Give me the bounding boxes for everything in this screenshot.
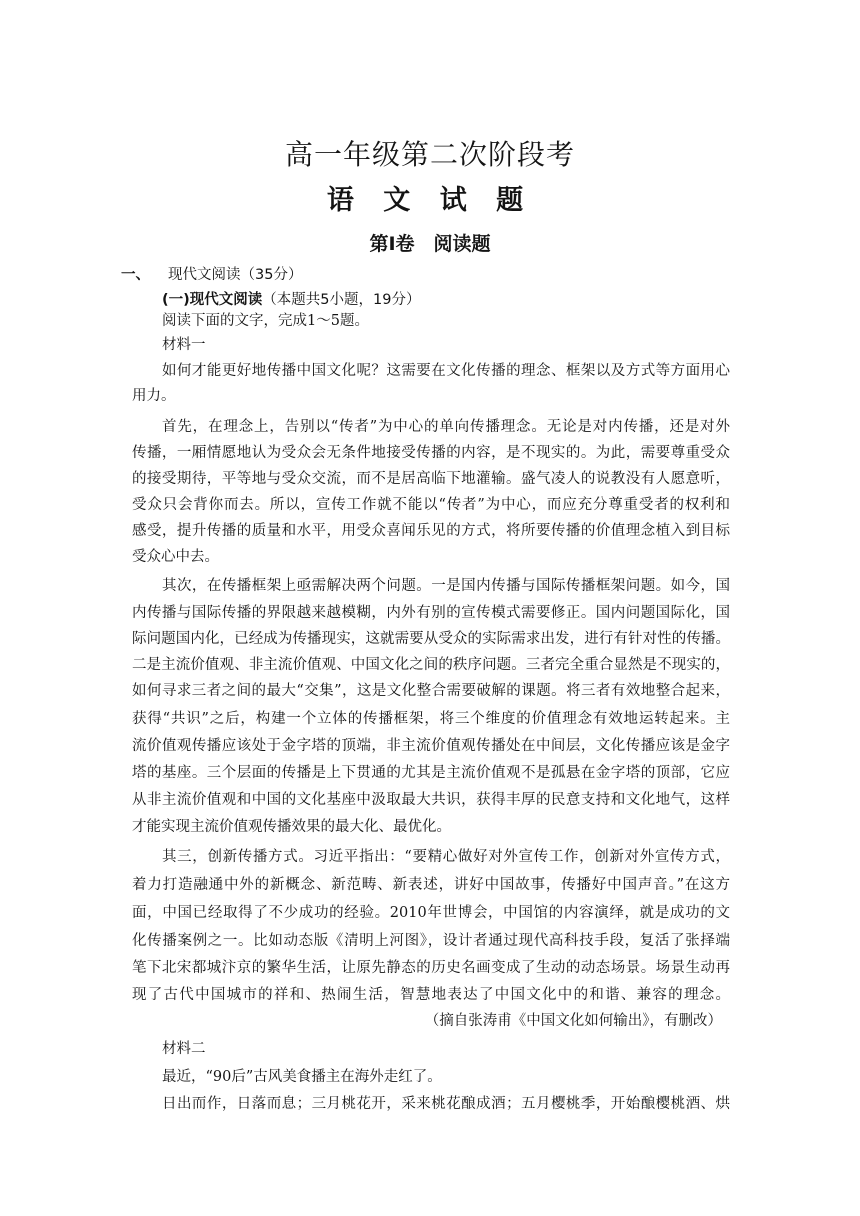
material1-line: 感受，提升传播的质量和水平，用受众喜闻乐见的方式，将所要传播的价值理念植入到目标 <box>132 523 730 539</box>
section-number: 一、 <box>121 267 150 283</box>
material1-line: 面，中国已经取得了不少成功的经验。2010年世博会，中国馆的内容演绎，就是成功的文 <box>132 905 730 921</box>
exam-title: 高一年级第二次阶段考 <box>284 138 575 171</box>
material1-line: 受众只会背你而去。所以，宣传工作就不能以“传者”为中心，而应充分尊重受者的权利和 <box>132 497 730 513</box>
material1-line: 内传播与国际传播的界限越来越模糊，内外有别的宣传模式需要修正。国内问题国际化，国 <box>132 605 730 621</box>
material1-line: 其次，在传播框架上亟需解决两个问题。一是国内传播与国际传播框架问题。如今，国 <box>162 578 730 594</box>
material1-line: 其三，创新传播方式。习近平指出：“要精心做好对外宣传工作，创新对外宣传方式， <box>162 849 730 865</box>
material1-line: 传播，一厢情愿地认为受众会无条件地接受传播的内容，是不现实的。为此，需要尊重受众 <box>132 445 730 461</box>
material1-line: 从非主流价值观和中国的文化基座中汲取最大共识，获得丰厚的民意支持和文化地气，这样 <box>132 792 730 808</box>
material1-line: 化传播案例之一。比如动态版《清明上河图》，设计者通过现代高科技手段，复活了张择端 <box>132 933 730 949</box>
material1-line: 笔下北宋都城汴京的繁华生活，让原先静态的历史名画变成了生动的动态场景。场景生动再 <box>132 960 730 976</box>
material1-line: 受众心中去。 <box>132 549 219 565</box>
subsection-note: （本题共5小题，19分） <box>262 292 421 308</box>
material1-line: 现了古代中国城市的祥和、热闹生活，智慧地表达了中国文化中的和谐、兼容的理念。 <box>132 987 730 1003</box>
material2-line: 最近，“90后”古风美食播主在海外走红了。 <box>162 1069 442 1085</box>
material1-label: 材料一 <box>162 337 206 353</box>
instruction-text: 阅读下面的文字，完成1～5题。 <box>162 313 369 329</box>
material1-line: 首先，在理念上，告别以“传者”为中心的单向传播理念。无论是对内传播，还是对外 <box>162 419 730 435</box>
material1-line: 际问题国内化，已经成为传播现实，这就需要从受众的实际需求出发，进行有针对性的传播。 <box>132 631 730 647</box>
subject-title: 语 文 试 题 <box>326 185 534 216</box>
subsection-label: (一)现代文阅读 <box>162 292 263 308</box>
material1-line: 着力打造融通中外的新概念、新范畴、新表述，讲好中国故事，传播好中国声音。”在这方 <box>132 877 730 893</box>
material1-source: （摘自张涛甫《中国文化如何输出》，有删改） <box>424 1013 722 1029</box>
material2-label: 材料二 <box>162 1041 206 1057</box>
volume-title: 第Ⅰ卷 阅读题 <box>369 233 491 255</box>
material1-line: 如何寻求三者之间的最大“交集”，这是文化整合需要破解的课题。将三者有效地整合起来， <box>132 683 730 699</box>
material1-line: 如何才能更好地传播中国文化呢？这需要在文化传播的理念、框架以及方式等方面用心 <box>162 363 730 379</box>
material1-line: 塔的基座。三个层面的传播是上下贯通的尤其是主流价值观不是孤悬在金字塔的顶部，它应 <box>132 765 730 781</box>
material1-line: 用力。 <box>132 388 176 404</box>
material1-line: 流价值观传播应该处于金字塔的顶端，非主流价值观传播处在中间层，文化传播应该是金字 <box>132 738 730 754</box>
subsection-heading <box>162 288 420 309</box>
material1-line: 才能实现主流价值观传播效果的最大化、最优化。 <box>132 819 451 835</box>
material1-line: 的接受期待，平等地与受众交流，而不是居高临下地灌输。盛气凌人的说教没有人愿意听， <box>132 471 730 487</box>
section-heading <box>121 263 302 284</box>
material2-line: 日出而作，日落而息；三月桃花开，采来桃花酿成酒；五月樱桃季，开始酿樱桃酒、烘 <box>162 1096 730 1112</box>
section-title: 现代文阅读（35分） <box>168 267 303 283</box>
material1-line: 获得“共识”之后，构建一个立体的传播框架，将三个维度的价值理念有效地运转起来。主 <box>132 711 730 727</box>
material1-line: 二是主流价值观、非主流价值观、中国文化之间的秩序问题。三者完全重合显然是不现实的， <box>132 657 730 673</box>
